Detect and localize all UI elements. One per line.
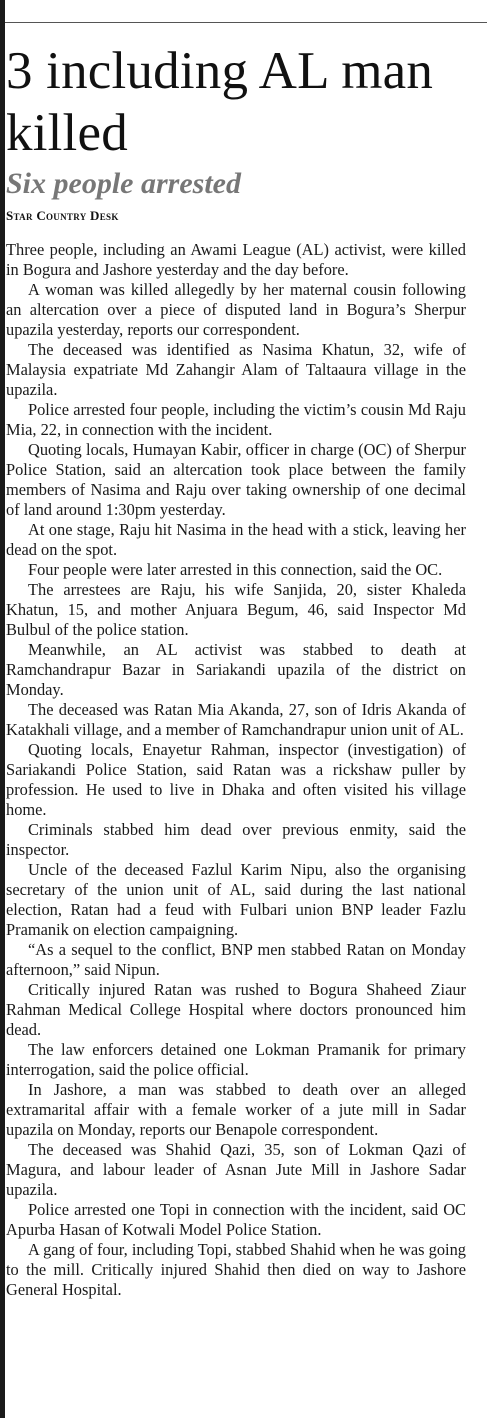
subheadline: Six people arrested — [6, 167, 241, 200]
paragraph: Police arrested one Topi in connection with the incident, said OC Apurba Hasan of Kotwali Model Police Station. — [6, 1200, 466, 1239]
paragraph: A woman was killed allegedly by her maternal cousin following an altercation over a piece of disputed land in Bogura’s Sherpur upazila yesterday, reports our correspondent. — [6, 280, 466, 339]
paragraph: The deceased was Shahid Qazi, 35, son of Lokman Qazi of Magura, and labour leader of Asnan Jute Mill in Jashore Sadar upazila. — [6, 1140, 466, 1199]
left-column-rule — [0, 0, 5, 1418]
paragraph: Four people were later arrested in this connection, said the OC. — [28, 560, 443, 579]
paragraph: Quoting locals, Humayan Kabir, officer in charge (OC) of Sherpur Police Station, said an altercation took place between the family members of Nasima and Raju over taking ownership of one decimal of land around 1:30pm yesterday. — [6, 440, 466, 519]
paragraph: Uncle of the deceased Fazlul Karim Nipu, also the organising secretary of the union unit of AL, said during the last national election, Ratan had a feud with Fulbari union BNP leader Fazlu Pramanik on election campaigning. — [6, 860, 466, 939]
paragraph: Three people, including an Awami League (AL) activist, were killed in Bogura and Jashore yesterday and the day before. — [6, 240, 466, 279]
paragraph: Quoting locals, Enayetur Rahman, inspector (investigation) of Sariakandi Police Station, said Ratan was a rickshaw puller by profession. He used to live in Dhaka and often visited his village home. — [6, 740, 466, 819]
byline: Star Country Desk — [6, 208, 119, 223]
news-article — [6, 40, 466, 1300]
paragraph: The law enforcers detained one Lokman Pramanik for primary interrogation, said the police official. — [6, 1040, 466, 1079]
paragraph: The deceased was identified as Nasima Khatun, 32, wife of Malaysia expatriate Md Zahangir Alam of Taltaaura village in the upazila. — [6, 340, 466, 399]
paragraph: The arrestees are Raju, his wife Sanjida, 20, sister Khaleda Khatun, 15, and mother Anjuara Begum, 46, said Inspector Md Bulbul of the police station. — [6, 580, 466, 639]
article-body — [6, 240, 466, 1300]
paragraph: “As a sequel to the conflict, BNP men stabbed Ratan on Monday afternoon,” said Nipun. — [6, 940, 466, 979]
paragraph: The deceased was Ratan Mia Akanda, 27, son of Idris Akanda of Katakhali village, and a member of Ramchandrapur union unit of AL. — [6, 700, 466, 739]
paragraph: Police arrested four people, including the victim’s cousin Md Raju Mia, 22, in connection with the incident. — [6, 400, 466, 439]
paragraph: Criminals stabbed him dead over previous enmity, said the inspector. — [6, 820, 466, 859]
paragraph: Critically injured Ratan was rushed to Bogura Shaheed Ziaur Rahman Medical College Hospital where doctors pronounced him dead. — [6, 980, 466, 1039]
paragraph: A gang of four, including Topi, stabbed Shahid when he was going to the mill. Critically injured Shahid then died on way to Jashore General Hospital. — [6, 1240, 466, 1299]
headline: 3 including AL man killed — [6, 42, 434, 162]
paragraph: In Jashore, a man was stabbed to death over an alleged extramarital affair with a female worker of a jute mill in Sadar upazila on Monday, reports our Benapole correspondent. — [6, 1080, 466, 1139]
paragraph: Meanwhile, an AL activist was stabbed to death at Ramchandrapur Bazar in Sariakandi upazila of the district on Monday. — [6, 640, 466, 699]
top-column-rule — [5, 22, 487, 23]
paragraph: At one stage, Raju hit Nasima in the head with a stick, leaving her dead on the spot. — [6, 520, 466, 559]
